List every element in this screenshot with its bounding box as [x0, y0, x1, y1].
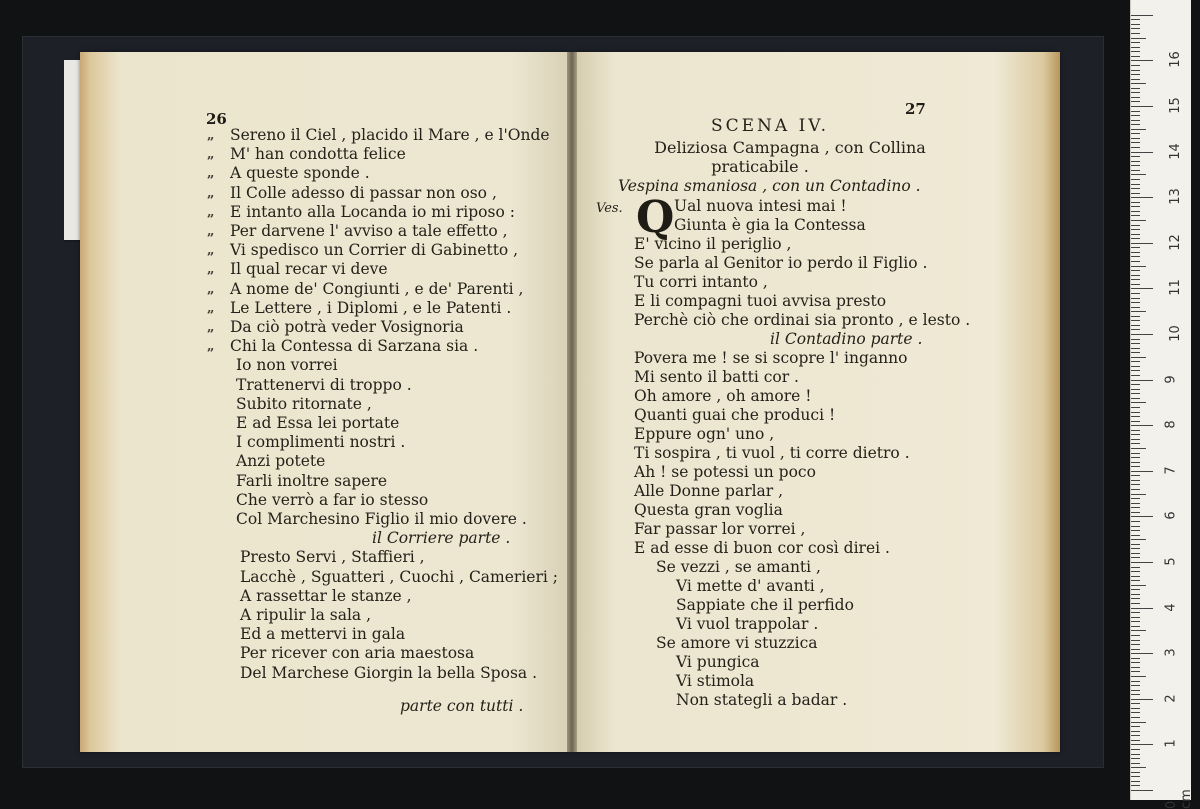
ruler-tick: [1131, 535, 1140, 536]
quote-mark: „: [207, 320, 215, 335]
quote-mark: „: [207, 281, 215, 297]
ruler-label: 11: [1167, 279, 1183, 297]
ruler-tick: [1131, 47, 1140, 48]
ruler-tick: [1131, 142, 1140, 143]
ruler-tick: [1131, 621, 1140, 622]
aria-line: Vi mette d' avanti ,: [676, 577, 825, 595]
ruler-tick: [1131, 612, 1140, 613]
ruler-tick: [1131, 202, 1140, 203]
verse-line: A queste sponde .: [230, 164, 370, 183]
ruler-label: 14: [1167, 142, 1183, 160]
ruler-label: 8: [1163, 420, 1179, 429]
ruler-tick: [1131, 302, 1140, 303]
ruler-tick: [1131, 293, 1140, 294]
ruler-tick: [1131, 412, 1140, 413]
ruler-tick: [1131, 453, 1140, 454]
ruler-tick: [1131, 329, 1140, 330]
ruler-tick: [1131, 156, 1140, 157]
drop-capital: Q: [636, 192, 675, 243]
verse-line: I complimenti nostri .: [236, 433, 406, 452]
characters-line: Vespina smaniosa , con un Contadino .: [618, 177, 921, 195]
ruler-tick: [1131, 717, 1140, 718]
ruler-tick: [1131, 653, 1153, 654]
ruler-tick: [1131, 489, 1140, 490]
page-number: 27: [905, 100, 926, 118]
quote-mark: „: [207, 224, 215, 239]
ruler-tick: [1131, 699, 1153, 700]
ruler-tick: [1131, 334, 1153, 335]
ruler-tick: [1131, 557, 1140, 558]
ruler-tick: [1131, 56, 1140, 57]
ruler-tick: [1131, 380, 1153, 381]
ruler-tick: [1131, 147, 1140, 148]
verse-line: A nome de' Congiunti , e de' Parenti ,: [230, 279, 524, 298]
ruler-label: 10: [1167, 325, 1183, 342]
ruler-tick: [1131, 384, 1140, 385]
ruler-tick: [1131, 526, 1140, 527]
aria-line: Vi stimola: [676, 672, 755, 690]
ruler-tick: [1131, 215, 1140, 216]
stage-direction: il Contadino parte .: [770, 330, 923, 348]
ruler-tick: [1131, 703, 1140, 704]
ruler-tick: [1131, 339, 1140, 340]
ruler-tick: [1131, 129, 1146, 130]
measurement-ruler: [1130, 0, 1194, 809]
verse-line: Il Colle adesso di passar non oso ,: [230, 183, 497, 202]
aria-line: Vi vuol trappolar .: [676, 615, 819, 633]
ruler-tick: [1131, 767, 1146, 768]
ruler-tick: [1131, 548, 1140, 549]
ruler-tick: [1131, 206, 1140, 207]
ruler-tick: [1131, 111, 1140, 112]
ruler-tick: [1131, 357, 1146, 358]
verse-line: E intanto alla Locanda io mi riposo :: [230, 202, 515, 221]
ruler-tick: [1131, 106, 1153, 107]
scene-title: SCENA IV.: [710, 116, 830, 136]
ruler-tick: [1131, 644, 1140, 645]
ruler-tick: [1131, 311, 1146, 312]
ruler-label: 12: [1167, 234, 1183, 251]
verse-line: Tu corri intanto ,: [634, 273, 768, 291]
quote-mark: „: [207, 300, 215, 316]
ruler-tick: [1131, 521, 1140, 522]
ruler-tick: [1131, 60, 1153, 61]
page-number: 26: [206, 110, 227, 128]
ruler-tick: [1131, 361, 1140, 362]
aria-line: Se vezzi , se amanti ,: [656, 558, 821, 576]
verse-line: E' vicino il periglio ,: [634, 235, 792, 253]
ruler-tick: [1131, 744, 1153, 745]
ruler-tick: [1131, 165, 1140, 166]
ruler-tick: [1131, 247, 1140, 248]
ruler-tick: [1131, 530, 1140, 531]
verse-line: Perchè ciò che ordinai sia pronto , e lesto .: [634, 311, 971, 329]
ruler-tick: [1131, 184, 1140, 185]
ruler-tick: [1131, 494, 1146, 495]
verse-line: Quanti guai che produci !: [634, 406, 836, 424]
verse-line: Io non vorrei: [236, 356, 338, 375]
ruler-tick: [1131, 88, 1140, 89]
ruler-label: 5: [1163, 557, 1179, 566]
verse-line: M' han condotta felice: [230, 145, 406, 164]
ruler-tick: [1131, 38, 1146, 39]
ruler-tick: [1131, 758, 1140, 759]
ruler-tick: [1131, 170, 1140, 171]
ruler-tick: [1131, 608, 1153, 609]
ruler-tick: [1131, 790, 1153, 791]
ruler-tick: [1131, 562, 1153, 563]
ruler-tick: [1131, 685, 1140, 686]
ruler-tick: [1131, 124, 1140, 125]
ruler-tick: [1131, 252, 1140, 253]
ruler-tick: [1131, 225, 1140, 226]
ruler-tick: [1131, 667, 1140, 668]
ruler-tick: [1131, 731, 1140, 732]
ruler-tick: [1131, 270, 1140, 271]
ruler-tick: [1131, 512, 1140, 513]
ruler-tick: [1131, 763, 1140, 764]
ruler-label: 3: [1163, 648, 1179, 657]
ruler-tick: [1131, 197, 1153, 198]
ruler-tick: [1131, 498, 1140, 499]
aria-line: Se amore vi stuzzica: [656, 634, 818, 652]
verse-line: Anzi potete: [236, 452, 326, 471]
ruler-tick: [1131, 749, 1140, 750]
ruler-tick: [1131, 352, 1140, 353]
ruler-tick: [1131, 288, 1153, 289]
ruler-tick: [1131, 772, 1140, 773]
aria-line: Non stategli a badar .: [676, 691, 848, 709]
ruler-tick: [1131, 571, 1140, 572]
quote-mark: „: [207, 243, 215, 259]
ruler-tick: [1131, 776, 1140, 777]
ruler-tick: [1131, 138, 1140, 139]
ruler-tick: [1131, 279, 1140, 280]
verse-line: E li compagni tuoi avvisa presto: [634, 292, 887, 310]
ruler-tick: [1131, 211, 1140, 212]
ruler-tick: [1131, 275, 1140, 276]
ruler-tick: [1131, 174, 1146, 175]
quote-mark: „: [207, 185, 215, 201]
ruler-tick: [1131, 580, 1140, 581]
ruler-tick: [1131, 448, 1146, 449]
ruler-tick: [1131, 152, 1153, 153]
verse-line: E ad Essa lei portate: [236, 414, 400, 432]
stage-direction: parte con tutti .: [400, 697, 524, 715]
ruler-tick: [1131, 193, 1140, 194]
ruler-tick: [1131, 598, 1140, 599]
verse-line: Eppure ogn' uno ,: [634, 425, 775, 443]
ruler-tick: [1131, 649, 1140, 650]
ruler-tick: [1131, 325, 1140, 326]
ruler-tick: [1131, 179, 1140, 180]
ruler-tick: [1131, 594, 1140, 595]
ruler-tick: [1131, 115, 1140, 116]
ruler-tick: [1131, 781, 1140, 782]
quote-mark: „: [207, 128, 215, 143]
verse-line: Per ricever con aria maestosa: [240, 644, 475, 663]
ruler-tick: [1131, 298, 1140, 299]
ruler-tick: [1131, 544, 1140, 545]
verse-line: Mi sento il batti cor .: [634, 368, 799, 386]
ruler-tick: [1131, 439, 1140, 440]
stage-direction: il Corriere parte .: [372, 529, 511, 548]
verse-line: Trattenervi di troppo .: [236, 375, 412, 394]
ruler-label: 13: [1167, 188, 1183, 205]
ruler-tick: [1131, 161, 1140, 162]
ruler-tick: [1131, 234, 1140, 235]
ruler-tick: [1131, 430, 1140, 431]
aria-line: Sappiate che il perfido: [676, 596, 854, 614]
ruler-tick: [1131, 65, 1140, 66]
ruler-tick: [1131, 407, 1140, 408]
ruler-tick: [1131, 421, 1140, 422]
ruler-tick: [1131, 507, 1140, 508]
verse-line: Chi la Contessa di Sarzana sia .: [230, 337, 479, 356]
ruler-tick: [1131, 101, 1140, 102]
scene-setting: Deliziosa Campagna , con Collina: [654, 138, 926, 157]
verse-line: Lacchè , Sguatteri , Cuochi , Camerieri ;: [240, 567, 558, 586]
ruler-tick: [1131, 238, 1140, 239]
ruler-tick: [1131, 676, 1146, 677]
verse-line: Il qual recar vi deve: [230, 260, 388, 279]
ruler-tick: [1131, 366, 1140, 367]
ruler-tick: [1131, 51, 1140, 52]
quote-mark: „: [207, 339, 215, 355]
ruler-tick: [1131, 284, 1140, 285]
ruler-tick: [1131, 188, 1140, 189]
ruler-label: 9: [1163, 374, 1179, 384]
ruler-label: 7: [1163, 466, 1179, 475]
verse-line: Subito ritornate ,: [236, 394, 372, 413]
ruler-tick: [1131, 658, 1140, 659]
ruler-tick: [1131, 443, 1140, 444]
ruler-tick: [1131, 457, 1140, 458]
ruler-tick: [1131, 402, 1146, 403]
ruler-tick: [1131, 690, 1140, 691]
ruler-tick: [1131, 19, 1140, 20]
ruler-tick: [1131, 92, 1140, 93]
ruler-tick: [1131, 320, 1140, 321]
verse-line: Ah ! se potessi un poco: [634, 463, 816, 481]
ruler-tick: [1131, 425, 1153, 426]
ruler-tick: [1131, 256, 1140, 257]
ruler-tick: [1131, 712, 1140, 713]
ruler-tick: [1131, 33, 1140, 34]
verse-line: Vi spedisco un Corrier di Gabinetto ,: [230, 241, 519, 260]
verse-line: Che verrò a far io stesso: [236, 490, 429, 509]
verse-line: Oh amore , oh amore !: [634, 387, 812, 405]
verse-line: Ual nuova intesi mai !: [674, 197, 847, 215]
ruler-tick: [1131, 589, 1140, 590]
ruler-tick: [1131, 79, 1140, 80]
ruler-label: 2: [1163, 694, 1179, 703]
ruler-tick: [1131, 603, 1140, 604]
ruler-tick: [1131, 726, 1140, 727]
ruler-tick: [1131, 585, 1146, 586]
ruler-tick: [1131, 389, 1140, 390]
ruler-tick: [1131, 398, 1140, 399]
ruler-tick: [1131, 516, 1153, 517]
ruler-tick: [1131, 671, 1140, 672]
ruler-tick: [1131, 24, 1140, 25]
ruler-label: 0 cm: [1164, 789, 1194, 809]
verse-line: Farli inoltre sapere: [236, 471, 388, 490]
ruler-tick: [1131, 567, 1140, 568]
ruler-tick: [1131, 630, 1146, 631]
ruler-tick: [1131, 466, 1140, 467]
ruler-tick: [1131, 243, 1153, 244]
aria-line: Vi pungica: [676, 653, 760, 671]
ruler-tick: [1131, 375, 1140, 376]
verse-line: Se parla al Genitor io perdo il Figlio .: [634, 254, 928, 272]
ruler-label: 16: [1167, 51, 1183, 69]
ruler-tick: [1131, 475, 1140, 476]
ruler-tick: [1131, 576, 1140, 577]
book-gutter: [567, 52, 577, 752]
ruler-tick: [1131, 70, 1140, 71]
verse-line: Giunta è gia la Contessa: [674, 216, 866, 234]
verse-line: Povera me ! se si scopre l' inganno: [634, 349, 908, 367]
ruler-tick: [1131, 15, 1153, 16]
ruler-tick: [1131, 120, 1140, 121]
verse-line: Da ciò potrà veder Vosignoria: [230, 318, 464, 336]
ruler-tick: [1131, 220, 1146, 221]
ruler-tick: [1131, 28, 1140, 29]
ruler-tick: [1131, 370, 1140, 371]
ruler-tick: [1131, 97, 1140, 98]
verse-line: Sereno il Ciel , placido il Mare , e l'Onde: [230, 126, 550, 144]
ruler-tick: [1131, 462, 1140, 463]
verse-line: Del Marchese Giorgin la bella Sposa .: [240, 663, 537, 682]
ruler-tick: [1131, 635, 1140, 636]
quote-mark: „: [207, 147, 215, 163]
verse-line: Presto Servi , Staffieri ,: [240, 548, 425, 567]
quote-mark: „: [207, 166, 215, 182]
ruler-label: 15: [1167, 97, 1183, 114]
verse-line: A ripulir la sala ,: [240, 606, 372, 624]
ruler-tick: [1131, 74, 1140, 75]
verse-line: E ad esse di buon cor così direi .: [634, 539, 890, 557]
ruler-tick: [1131, 133, 1140, 134]
ruler-tick: [1131, 343, 1140, 344]
ruler-tick: [1131, 316, 1140, 317]
verse-line: Alle Donne parlar ,: [634, 482, 784, 500]
ruler-tick: [1131, 471, 1153, 472]
ruler-tick: [1131, 261, 1140, 262]
ruler-tick: [1131, 484, 1140, 485]
ruler-tick: [1131, 393, 1140, 394]
speaker-label: Ves.: [596, 201, 623, 216]
ruler-tick: [1131, 434, 1140, 435]
verse-line: Le Lettere , i Diplomi , e le Patenti .: [230, 298, 512, 317]
ruler-tick: [1131, 83, 1146, 84]
scene-setting-cont: praticabile .: [711, 157, 809, 176]
ruler-label: 6: [1163, 511, 1179, 521]
ruler-tick: [1131, 348, 1140, 349]
ruler-tick: [1131, 735, 1140, 736]
verse-line: Col Marchesino Figlio il mio dovere .: [236, 510, 527, 528]
ruler-tick: [1131, 480, 1140, 481]
ruler-tick: [1131, 539, 1146, 540]
verse-line: Per darvene l' avviso a tale effetto ,: [230, 222, 508, 240]
verse-line: Ti sospira , ti vuol , ti corre dietro .: [634, 444, 910, 462]
ruler-tick: [1131, 229, 1140, 230]
ruler-tick: [1131, 416, 1140, 417]
ruler-tick: [1131, 307, 1140, 308]
verse-line: Far passar lor vorrei ,: [634, 520, 806, 538]
ruler-tick: [1131, 740, 1140, 741]
quote-mark: „: [207, 204, 215, 220]
ruler-tick: [1131, 754, 1140, 755]
quote-mark: „: [207, 262, 215, 278]
ruler-tick: [1131, 681, 1140, 682]
ruler-tick: [1131, 42, 1140, 43]
ruler-tick: [1131, 626, 1140, 627]
ruler-tick: [1131, 785, 1140, 786]
verse-line: A rassettar le stanze ,: [240, 586, 412, 605]
ruler-tick: [1131, 553, 1140, 554]
ruler-tick: [1131, 662, 1140, 663]
ruler-tick: [1131, 266, 1146, 267]
ruler-label: 1: [1163, 739, 1179, 749]
verse-line: Questa gran voglia: [634, 501, 783, 519]
ruler-tick: [1131, 708, 1140, 709]
verse-line: Ed a mettervi in gala: [240, 625, 406, 644]
ruler-tick: [1131, 694, 1140, 695]
ruler-tick: [1131, 640, 1140, 641]
ruler-tick: [1131, 617, 1140, 618]
ruler-tick: [1131, 503, 1140, 504]
ruler-tick: [1131, 722, 1146, 723]
ruler-label: 4: [1163, 602, 1179, 612]
